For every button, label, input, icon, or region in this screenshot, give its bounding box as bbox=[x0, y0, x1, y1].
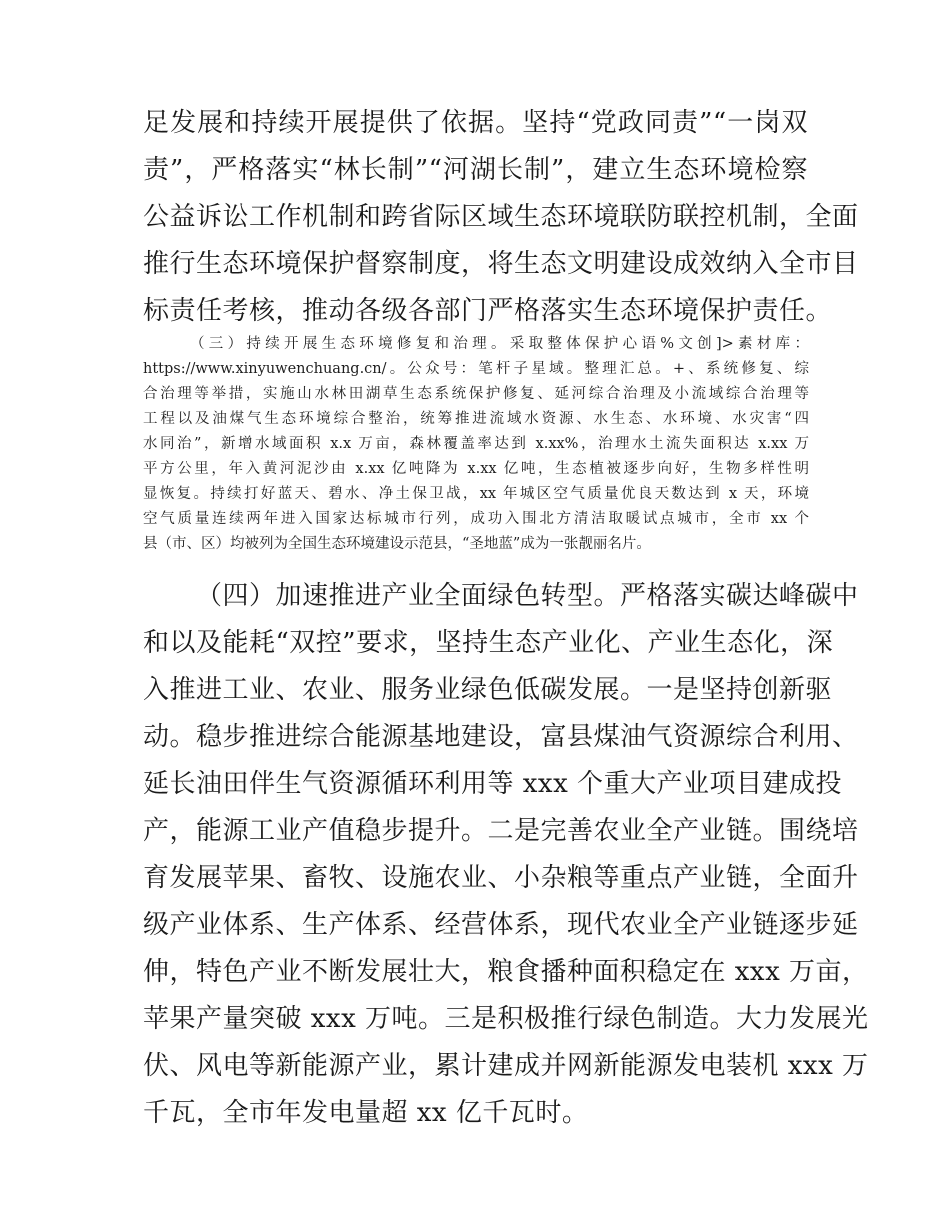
text-line: 延长油田伴生气资源循环利用等 xxx 个重大产业项目建成投 bbox=[143, 769, 843, 799]
text-line: 入推进工业、农业、服务业绿色低碳发展。一是坚持创新驱 bbox=[143, 675, 833, 705]
text-line: 显恢复。持续打好蓝天、碧水、净土保卫战，xx 年城区空气质量优良天数达到 x 天，环境 bbox=[143, 486, 809, 502]
text-line: https://www.xinyuwenchuang.cn/。公众号：笔杆子星域。整理汇总。+、系统修复、综 bbox=[143, 361, 809, 377]
text-line: 动。稳步推进综合能源基地建设，富县煤油气资源综合利用、 bbox=[143, 722, 859, 752]
text-line: 空气质量连续两年进入国家达标城市行列，成功入围北方清洁取暖试点城市，全市 xx 个 bbox=[143, 511, 809, 527]
text-line: 千瓦，全市年发电量超 xx 亿千瓦时。 bbox=[143, 1098, 589, 1128]
text-line: 责”，严格落实“林长制”“河湖长制”，建立生态环境检察 bbox=[143, 155, 808, 185]
text-line: 推行生态环境保护督察制度，将生态文明建设成效纳入全市目 bbox=[143, 249, 859, 279]
text-line: 伏、风电等新能源产业，累计建成并网新能源发电装机 xxx 万 bbox=[143, 1051, 869, 1081]
text-line: （四）加速推进产业全面绿色转型。严格落实碳达峰碳中 bbox=[196, 581, 859, 611]
text-line: 苹果产量突破 xxx 万吨。三是积极推行绿色制造。大力发展光 bbox=[143, 1004, 869, 1034]
text-line: 公益诉讼工作机制和跨省际区域生态环境联防联控机制，全面 bbox=[143, 202, 859, 232]
text-line: 和以及能耗“双控”要求，坚持生态产业化、产业生态化，深 bbox=[143, 628, 834, 658]
text-line: 平方公里，年入黄河泥沙由 x.xx 亿吨降为 x.xx 亿吨，生态植被逐步向好，生物多样性明 bbox=[143, 461, 809, 477]
text-line: 标责任考核，推动各级各部门严格落实生态环境保护责任。 bbox=[143, 296, 833, 326]
text-line: 水同治”，新增水域面积 x.x 万亩，森林覆盖率达到 x.xx%，治理水土流失面积达 x.xx 万 bbox=[143, 436, 809, 452]
text-line: 合治理等举措，实施山水林田湖草生态系统保护修复、延河综合治理及小流域综合治理等 bbox=[143, 386, 809, 402]
text-line: 足发展和持续开展提供了依据。坚持“党政同责”“一岗双 bbox=[143, 108, 808, 138]
text-line: 伸，特色产业不断发展壮大，粮食播种面积稳定在 xxx 万亩， bbox=[143, 957, 869, 987]
text-line: 工程以及油煤气生态环境综合整治，统筹推进流域水资源、水生态、水环境、水灾害“四 bbox=[143, 411, 809, 427]
text-line: 产，能源工业产值稳步提升。二是完善农业全产业链。围绕培 bbox=[143, 816, 859, 846]
text-line: 级产业体系、生产体系、经营体系，现代农业全产业链逐步延 bbox=[143, 910, 859, 940]
text-line: 县（市、区）均被列为全国生态环境建设示范县，“圣地蓝”成为一张靓丽名片。 bbox=[143, 536, 651, 552]
text-line: 育发展苹果、畜牧、设施农业、小杂粮等重点产业链，全面升 bbox=[143, 863, 859, 893]
text-line: （三）持续开展生态环境修复和治理。采取整体保护心语%文创]>素材库： bbox=[190, 336, 809, 352]
